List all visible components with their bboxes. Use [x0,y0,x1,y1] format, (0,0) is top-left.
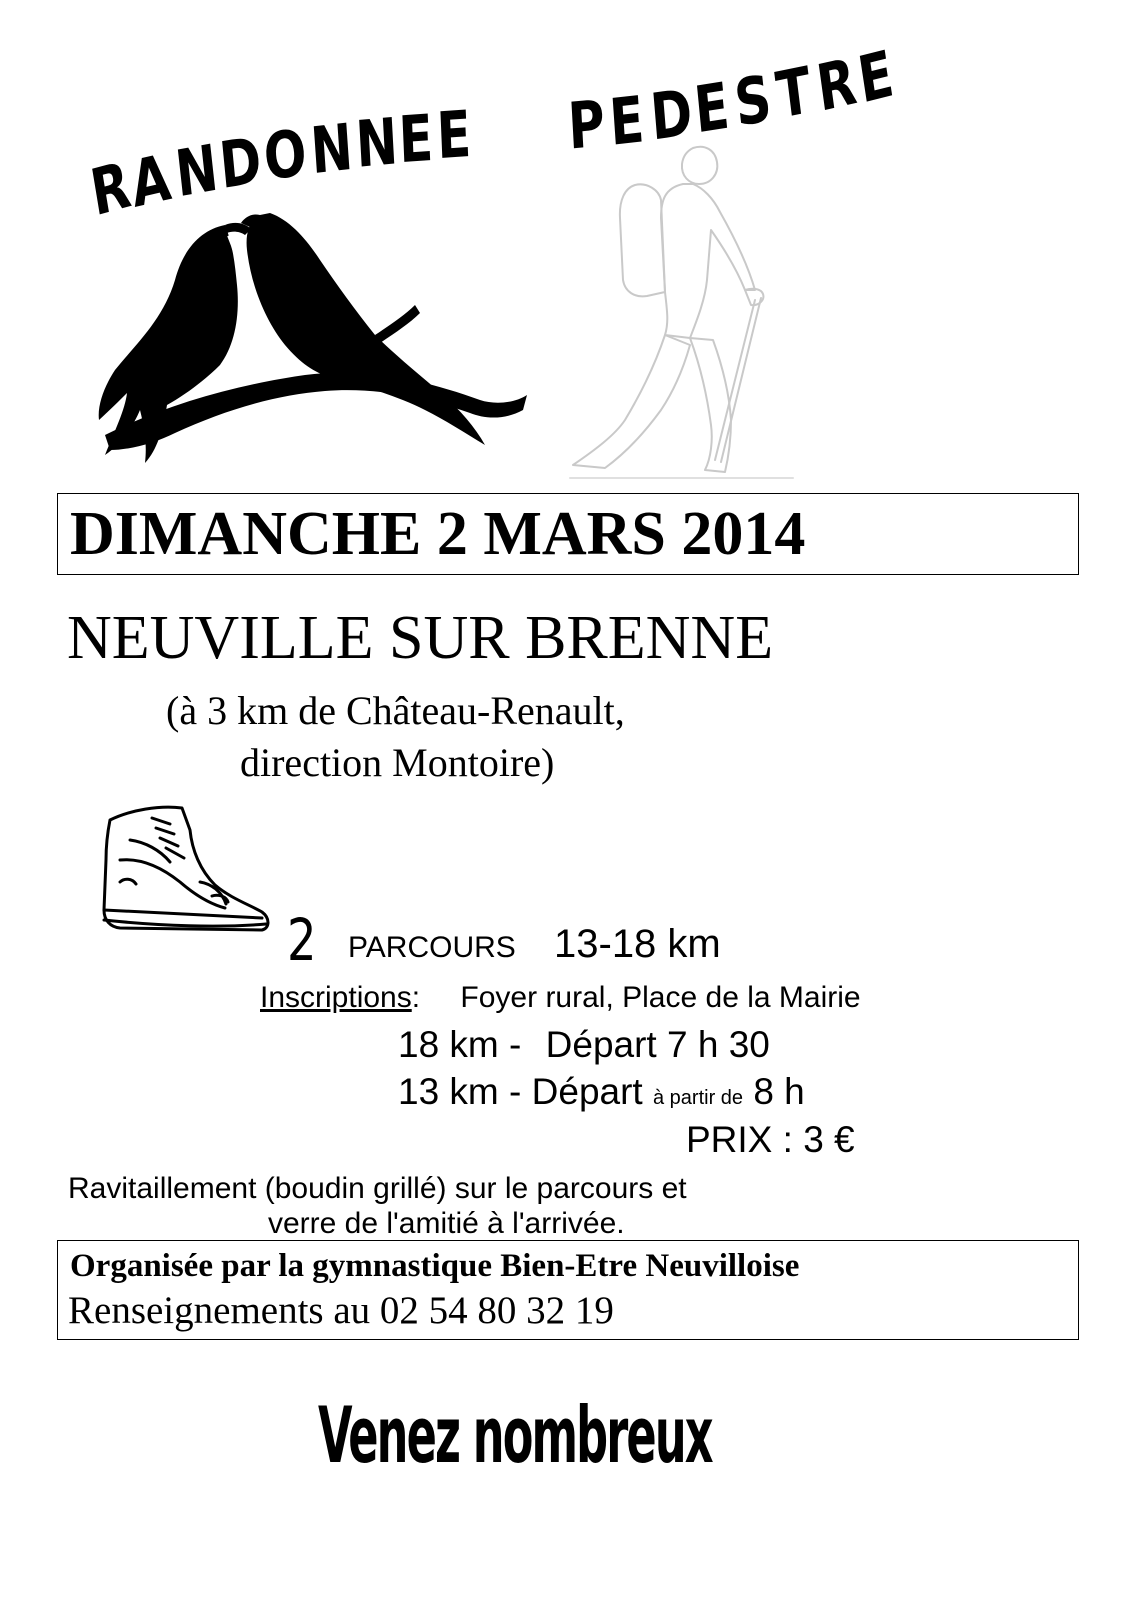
title-letter: E [853,37,899,119]
registration-label: Inscriptions [260,981,412,1014]
short-route-depart: Départ [531,1071,643,1112]
title-letter: E [435,97,473,175]
registration-line [260,980,861,1016]
title-letter: N [308,110,356,190]
title-letter: D [216,124,265,204]
title-letter: O [261,116,310,196]
title-letter: E [691,69,733,149]
extras-line-1: Ravitaillement (boudin grillé) sur le parcours et [68,1172,687,1205]
short-route-line [398,1070,805,1120]
registration-place: Foyer rural, Place de la Mairie [460,981,861,1014]
title-letter: D [647,76,696,156]
hiker-outline-icon [565,140,815,485]
title-letter: R [812,45,861,127]
price: PRIX : 3 € [686,1119,855,1160]
title-letter: E [397,101,435,179]
organizer-name: Organisée par la gymnastique Bien-Etre Neuvilloise [70,1248,800,1284]
short-route-from: à partir de [652,1087,744,1109]
short-route-km: 13 km - [398,1071,522,1112]
extras-line-2: verre de l'amitié à l'arrivée. [268,1207,625,1240]
event-town: NEUVILLE SUR BRENNE [67,604,774,672]
title-letter: E [607,83,647,161]
route-count: 2 [287,906,317,974]
route-distance: 13-18 km [554,922,721,966]
call-to-action: Venez nombreux [318,1389,712,1481]
location-line-1: (à 3 km de Château-Renault, [166,688,625,733]
title-letter: T [772,54,816,134]
registration-colon: : [411,981,421,1014]
long-route-line [398,1023,770,1067]
two-birds-on-branch-icon [75,205,535,475]
title-letter: R [85,148,136,232]
long-route-km: 18 km - [398,1024,522,1065]
event-date: DIMANCHE 2 MARS 2014 [70,500,806,568]
location-line-2: direction Montoire) [240,740,555,785]
title-letter: S [731,62,775,142]
route-label: PARCOURS [348,931,516,964]
short-route-time: 8 h [753,1071,805,1112]
title-letter: A [126,141,175,223]
title-letter: N [353,105,400,183]
long-route-time: Départ 7 h 30 [545,1024,770,1065]
hiking-boot-icon [100,800,275,935]
title-letter: P [566,87,607,165]
title-letter: N [172,131,222,213]
organizer-contact: Renseignements au 02 54 80 32 19 [68,1289,614,1332]
